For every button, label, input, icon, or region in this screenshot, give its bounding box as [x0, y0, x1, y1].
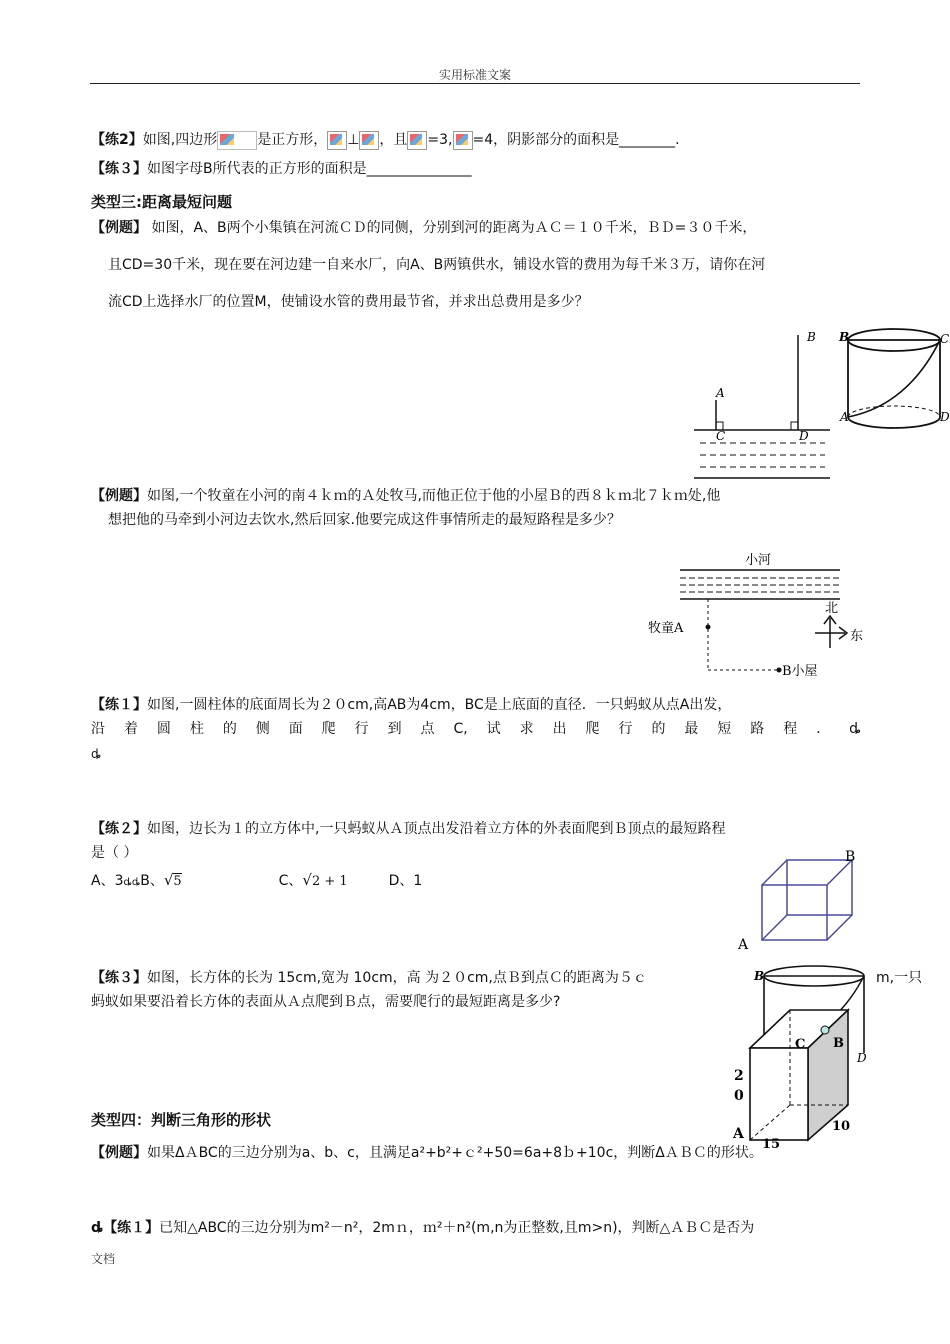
spaced-char: ．: [816, 721, 831, 737]
spaced-char: 行: [354, 721, 369, 737]
cube-edge: [827, 915, 852, 940]
example-1-line-1: [91, 218, 756, 238]
point-b: [777, 668, 782, 673]
label-d: D: [857, 1051, 867, 1065]
label-b: B: [839, 330, 850, 344]
broken-image-icon: [407, 131, 427, 150]
practice-tag: 【练３】: [91, 970, 147, 986]
text: =4，阴影部分的面积是________.: [472, 132, 680, 148]
label-a: A: [840, 410, 849, 424]
cuboid-figure: [728, 1000, 860, 1150]
option-b-value: 5: [173, 874, 182, 889]
label-d: D: [940, 410, 950, 424]
broken-image-icon: [327, 131, 347, 150]
width-label: 10: [832, 1119, 851, 1134]
header-rule: [90, 83, 860, 84]
page-footer: 文档: [91, 1252, 116, 1266]
justified-text-line: [91, 719, 861, 739]
text: 已知△ABC的三边分别为m²－n²，2mｎ，ｍ²＋n²(m,n为正整数,且m>n)，判断△ＡＢＣ是否为: [159, 1220, 755, 1236]
example-tag: 【例题】: [91, 1145, 147, 1161]
label-b: B: [807, 330, 816, 344]
spaced-char: 点: [420, 721, 435, 737]
east-label: 东: [850, 629, 864, 644]
cube-edge: [762, 860, 787, 885]
broken-image-icon: [217, 131, 257, 150]
option-a: A、3: [91, 873, 124, 889]
practice-3b-line-1-tail: m,一只: [876, 970, 923, 986]
section-3-title: 类型三:距离最短问题: [91, 193, 232, 211]
height-digit-2: 0: [734, 1088, 744, 1104]
practice-1-line-2: [91, 719, 861, 739]
example-2-line-2: 想把他的马牵到小河边去饮水,然后回家.他要完成这件事情所走的最短路程是多少？: [108, 512, 621, 528]
spaced-char: 的: [222, 721, 237, 737]
height-digit-1: 2: [734, 1068, 744, 1084]
option-d: D、1: [388, 873, 423, 889]
length-label: 15: [762, 1137, 781, 1150]
practice-2b-line-1: [91, 819, 725, 839]
point-a: [706, 625, 711, 630]
point-b-dot: [821, 1026, 829, 1034]
practice-1-line-1: [91, 695, 731, 715]
spaced-char: 沿: [91, 721, 105, 737]
practice-2b-options: [91, 870, 422, 893]
box-front-face: [750, 1048, 808, 1140]
label-c: C: [795, 1037, 806, 1052]
cube-edge: [762, 915, 787, 940]
page-header: 实用标准文案: [438, 68, 511, 82]
text: 是正方形，: [257, 132, 328, 148]
example-1-line-2: 且CD=30千米，现在要在河边建一自来水厂，向A、B两镇供水，铺设水管的费用为每千米３万，请你在河: [108, 257, 766, 273]
text: 如图字母B所代表的正方形的面积是_______________: [147, 161, 472, 177]
text: =3,: [427, 132, 453, 148]
spaced-char: 试: [486, 721, 501, 737]
text: ，且: [379, 132, 408, 148]
option-c-value: 2 + 1: [311, 874, 348, 889]
label-b: B: [845, 849, 856, 865]
option-a-glyph: ȡȡ: [123, 877, 141, 888]
sqrt-icon: √: [163, 871, 174, 889]
example-3-line: [91, 1143, 763, 1163]
practice-tag: 【练2】: [91, 132, 143, 148]
practice-tag: 【练１】: [91, 697, 147, 713]
cylinder-bottom: [848, 417, 940, 428]
river-label: 小河: [745, 553, 772, 568]
text: 如图,一圆柱体的底面周长为２０cm,高AB为4cm，BC是上底面的直径．一只蚂蚁从点A出发，: [147, 697, 732, 713]
practice-tag: 【练２】: [91, 821, 147, 837]
cube-front-face: [762, 885, 827, 940]
spaced-char: 求: [519, 721, 534, 737]
spaced-char: 爬: [321, 721, 336, 737]
spaced-char: 短: [717, 721, 732, 737]
text: ⊥: [347, 132, 360, 148]
option-c: C、: [278, 873, 303, 889]
river-towns-figure: [690, 325, 850, 485]
spaced-char: 爬: [585, 721, 600, 737]
practice-2-line: [91, 130, 680, 150]
practice-3b-line-1: [91, 968, 647, 988]
cylinder-bottom-hidden: [848, 406, 940, 417]
practice-4-line: [91, 1218, 754, 1238]
option-b: B、: [140, 873, 164, 889]
text: 如图，长方体的长为 15cm,宽为 10cm，高 为２０cm,点Ｂ到点Ｃ的距离为５ｃ: [147, 970, 647, 986]
label-b: B: [754, 969, 765, 983]
sqrt-icon: √: [302, 871, 312, 889]
label-b: B: [833, 1036, 844, 1051]
label-c: C: [716, 429, 726, 443]
example-2-line-1: [91, 486, 720, 506]
spaced-char: 的: [651, 721, 666, 737]
practice-3b-line-2: 蚂蚁如果要沿着长方体的表面从Ａ点爬到Ｂ点，需要爬行的最短距离是多少?: [91, 994, 561, 1010]
spaced-char: 柱: [189, 721, 204, 737]
spaced-char: 最: [684, 721, 699, 737]
spaced-char: 程: [783, 721, 798, 737]
spaced-char: 行: [618, 721, 633, 737]
spaced-char: 出: [552, 721, 567, 737]
spaced-char: 路: [750, 721, 765, 737]
section-4-title: 类型四：判断三角形的形状: [91, 1111, 272, 1129]
cube-figure: [732, 845, 862, 955]
spaced-char: 到: [387, 721, 402, 737]
spaced-char: 着: [123, 721, 138, 737]
broken-image-icon: [453, 131, 473, 150]
practice-2b-line-2: 是（ ）: [91, 845, 138, 861]
practice-1-line-3: ȡ: [91, 747, 102, 761]
spaced-char: C,: [453, 721, 468, 737]
house-label: B小屋: [782, 664, 818, 679]
label-c: C: [940, 332, 950, 346]
spaced-char: 侧: [255, 721, 270, 737]
label-a: A: [738, 937, 749, 953]
broken-image-icon: [359, 131, 379, 150]
practice-tag: 【练３】: [91, 161, 147, 177]
example-tag: 【例题】: [91, 220, 147, 236]
spaced-char: ȡ: [849, 721, 861, 737]
label-a: A: [733, 1126, 744, 1142]
text: 如果ΔＡBC的三边分别为a、b、c，且满足a²+b²+ｃ²+50=6a+8ｂ+10c，判断ΔＡＢＣ的形状。: [147, 1145, 763, 1161]
example-1-line-3: 流CD上选择水厂的位置M，使铺设水管的费用最节省，并求出总费用是多少？: [108, 294, 589, 310]
text: 如图，边长为１的立方体中,一只蚂蚁从Ａ顶点出发沿着立方体的外表面爬到Ｂ顶点的最短路程: [147, 821, 726, 837]
cylinder-figure: [838, 325, 950, 440]
text: 如图,四边形: [142, 132, 218, 148]
text: 如图，A、B两个小集镇在河流ＣＤ的同侧，分别到河的距离为ＡＣ＝１０千米，ＢＤ=３０千米，: [147, 220, 757, 236]
cube-back-face: [787, 860, 852, 915]
label-d: D: [799, 429, 809, 443]
spaced-char: 圆: [156, 721, 171, 737]
spaced-char: 面: [288, 721, 303, 737]
example-tag: 【例题】: [91, 488, 147, 504]
text: 如图,一个牧童在小河的南４ｋｍ的Ａ处牧马,而他正位于他的小屋Ｂ的西８ｋｍ北７ｋｍ处,他: [147, 488, 721, 504]
north-label: 北: [825, 601, 839, 616]
boy-label: 牧童A: [648, 621, 684, 636]
practice-tag: ȡ【练１】: [91, 1220, 160, 1236]
practice-3-line: [91, 159, 472, 179]
label-a: A: [716, 386, 725, 400]
right-angle-mark: [791, 422, 798, 430]
cowherd-figure: [640, 548, 870, 688]
